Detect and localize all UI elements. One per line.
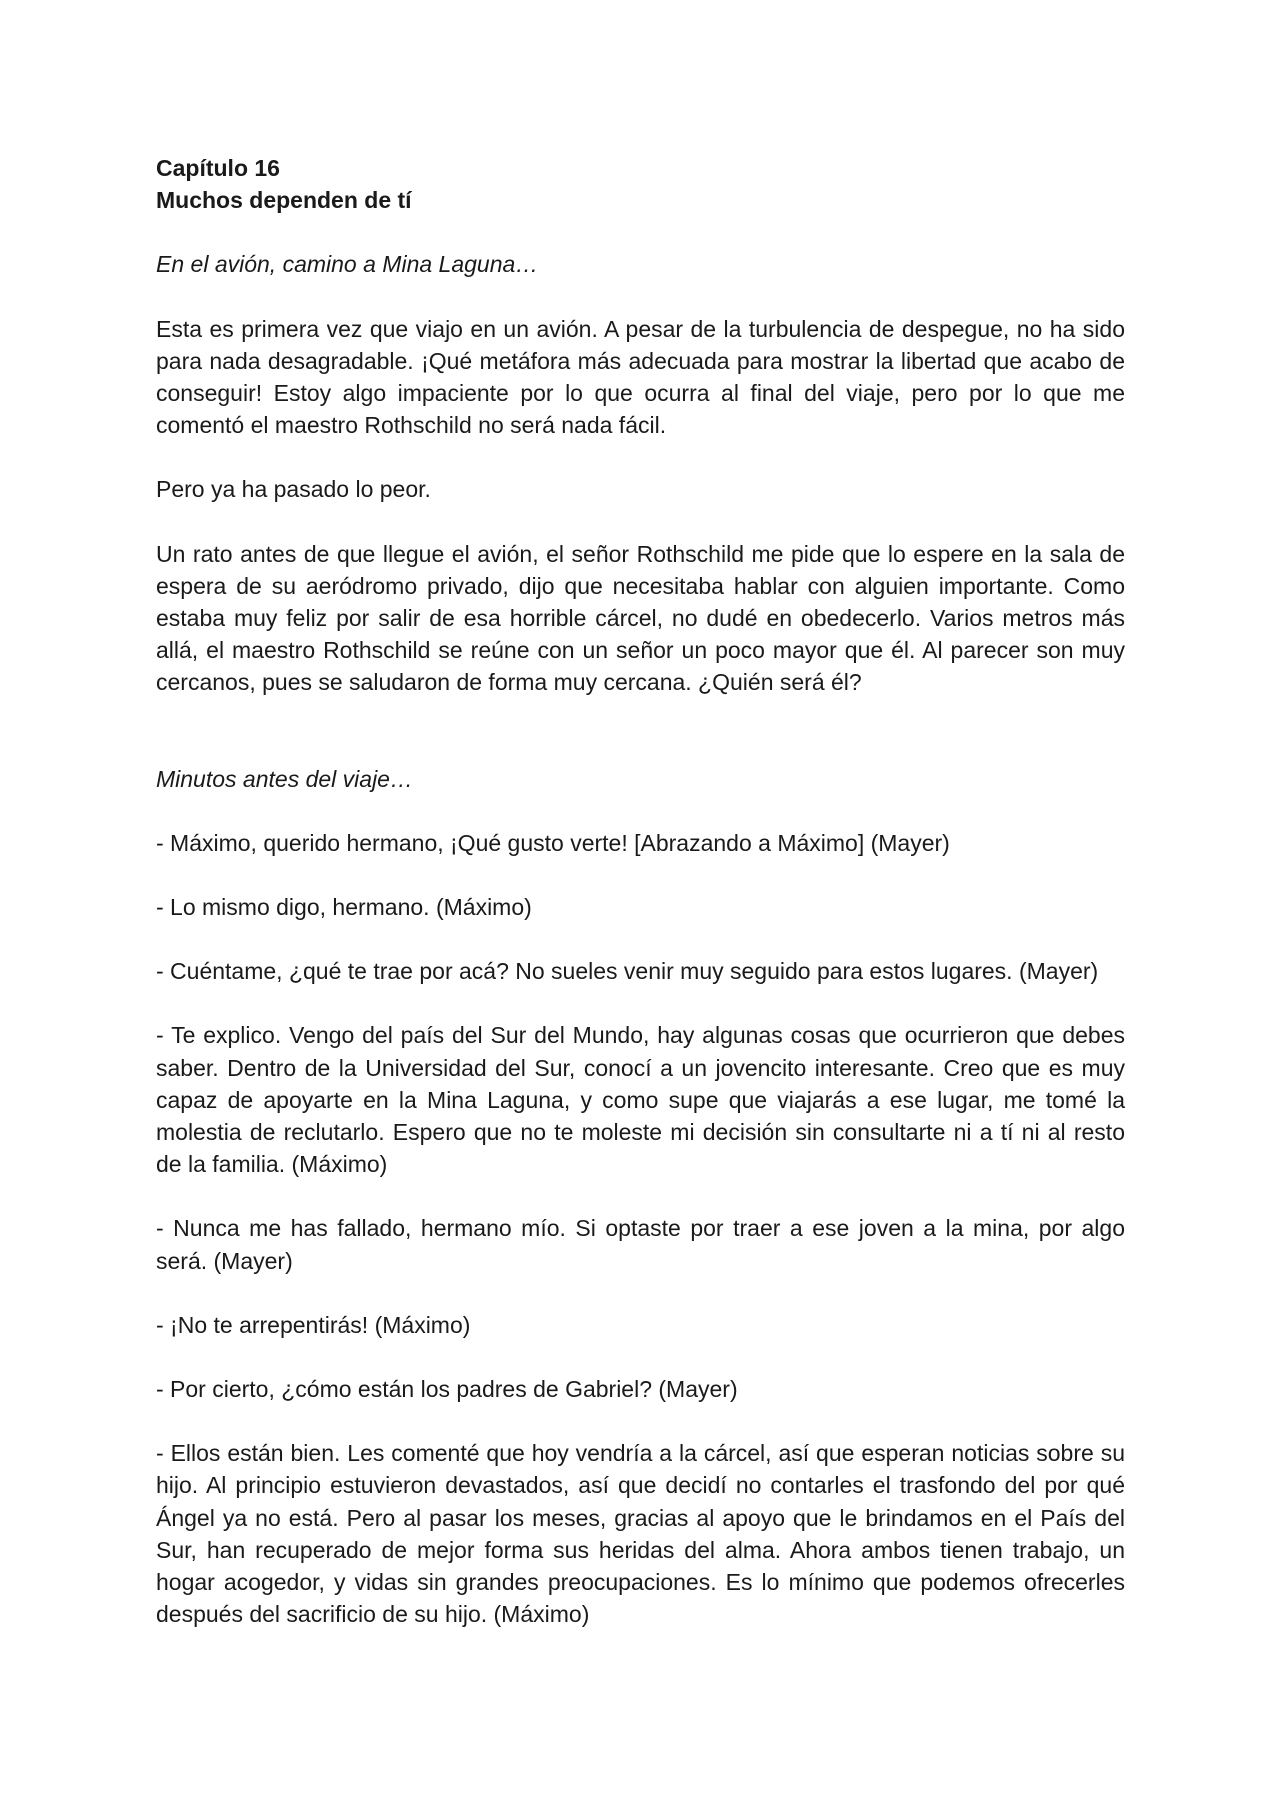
- dialogue-line: - Máximo, querido hermano, ¡Qué gusto verte! [Abrazando a Máximo] (Mayer): [156, 829, 950, 856]
- dialogue-line: - Lo mismo digo, hermano. (Máximo): [156, 894, 532, 921]
- dialogue-line: - ¡No te arrepentirás! (Máximo): [156, 1311, 471, 1338]
- section-spacer: [156, 731, 1125, 763]
- paragraph: Pero ya ha pasado lo peor.: [156, 476, 431, 503]
- dialogue-line: - Cuéntame, ¿qué te trae por acá? No sueles venir muy seguido para estos lugares. (Mayer): [156, 958, 1099, 985]
- dialogue-line: - Te explico. Vengo del país del Sur del Mundo, hay algunas cosas que ocurrieron que debes saber. Dentro de la Universidad del Sur, conocí a un jovencito interesante. Creo que es muy capaz de apoyarte en la Mina Laguna, y como supe que viajarás a ese lugar, me tomé la molestia de reclutarlo. Espero que no te moleste mi decisión sin consultarte ni a tí ni al resto de la familia. (Máximo): [156, 1022, 1125, 1178]
- dialogue-line: - Por cierto, ¿cómo están los padres de Gabriel? (Mayer): [156, 1376, 738, 1403]
- dialogue-line: - Nunca me has fallado, hermano mío. Si optaste por traer a ese joven a la mina, por algo será. (Mayer): [156, 1215, 1125, 1274]
- chapter-subtitle: Muchos dependen de tí: [156, 187, 412, 214]
- paragraph: Un rato antes de que llegue el avión, el señor Rothschild me pide que lo espere en la sala de espera de su aeródromo privado, dijo que necesitaba hablar con alguien importante. Como estaba muy feliz por salir de esa horrible cárcel, no dudé en obedecerlo. Varios metros más allá, el maestro Rothschild se reúne con un señor un poco mayor que él. Al parecer son muy cercanos, pues se saludaron de forma muy cercana. ¿Quién será él?: [156, 540, 1125, 696]
- scene-heading: Minutos antes del viaje…: [156, 765, 413, 792]
- paragraph: Esta es primera vez que viajo en un avión. A pesar de la turbulencia de despegue, no ha sido para nada desagradable. ¡Qué metáfora más adecuada para mostrar la libertad que acabo de conseguir! Estoy algo impaciente por lo que ocurra al final del viaje, pero por lo que me comentó el maestro Rothschild no será nada fácil.: [156, 315, 1125, 439]
- document-page: [156, 152, 1125, 1663]
- dialogue-line: - Ellos están bien. Les comenté que hoy vendría a la cárcel, así que esperan noticias sobre su hijo. Al principio estuvieron devastados, así que decidí no contarles el trasfondo del por qué Ángel ya no está. Pero al pasar los meses, gracias al apoyo que le brindamos en el País del Sur, han recuperado de mejor forma sus heridas del alma. Ahora ambos tienen trabajo, un hogar acogedor, y vidas sin grandes preocupaciones. Es lo mínimo que podemos ofrecerles después del sacrificio de su hijo. (Máximo): [156, 1440, 1125, 1628]
- scene-heading: En el avión, camino a Mina Laguna…: [156, 251, 539, 278]
- chapter-title: Capítulo 16: [156, 155, 280, 181]
